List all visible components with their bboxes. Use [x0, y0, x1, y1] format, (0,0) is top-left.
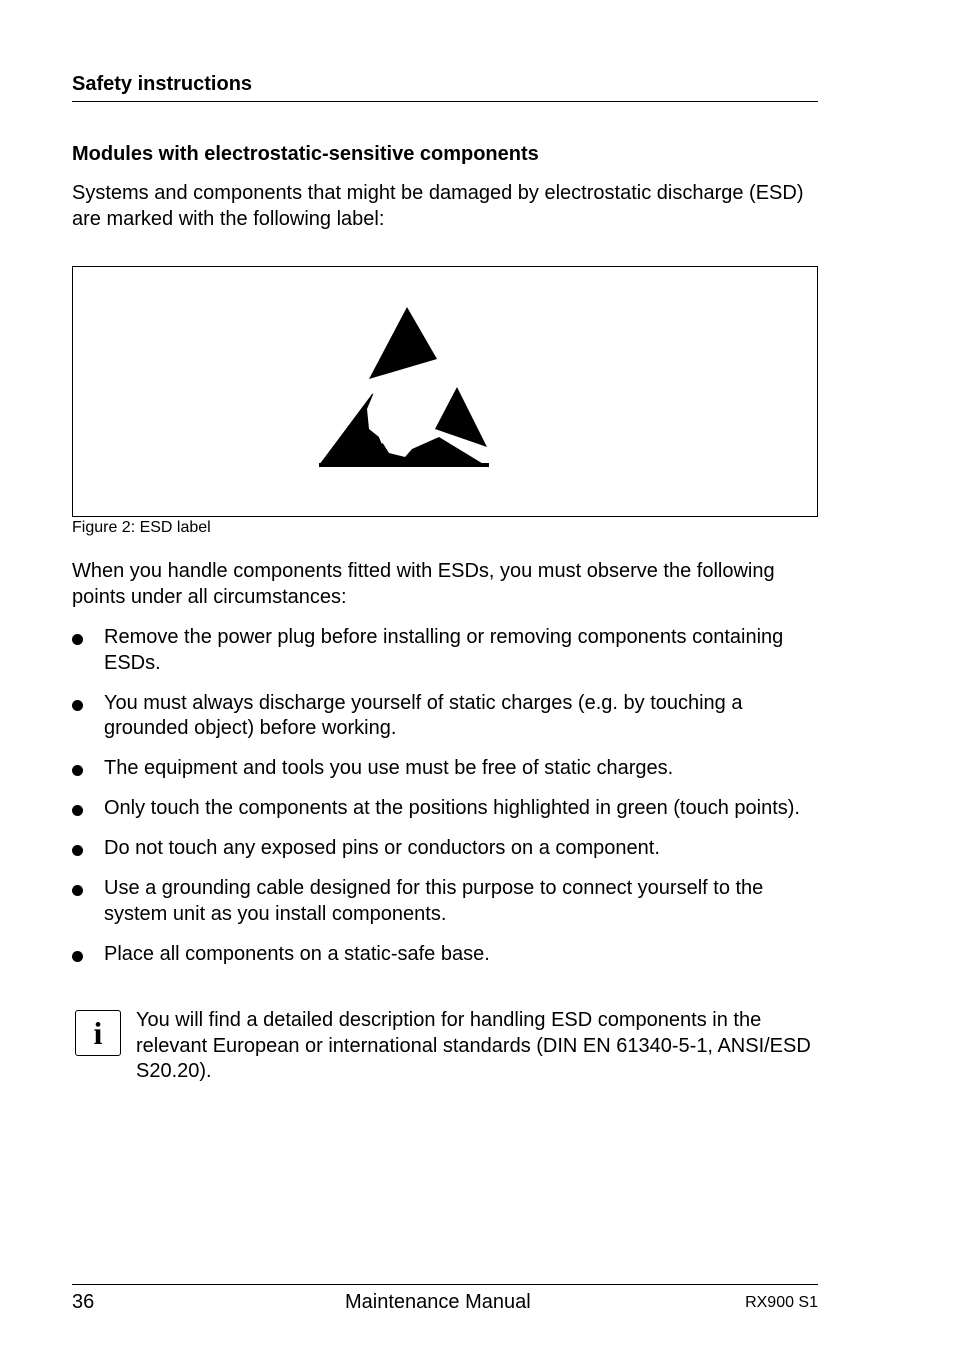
info-icon: i	[75, 1010, 121, 1056]
esd-warning-icon	[317, 307, 489, 467]
bullet-icon	[72, 765, 83, 776]
manual-page	[72, 0, 818, 1349]
bullet-icon	[72, 700, 83, 711]
running-header: Safety instructions	[72, 72, 818, 102]
document-title: Maintenance Manual	[345, 1291, 531, 1313]
section-heading: Modules with electrostatic-sensitive components	[72, 143, 539, 165]
list-item: Only touch the components at the positions highlighted in green (touch points).	[72, 796, 818, 822]
page-number: 36	[72, 1291, 95, 1313]
intro-paragraph: Systems and components that might be damaged by electrostatic discharge (ESD) are marked with the following label:	[72, 182, 804, 230]
bullet-icon	[72, 885, 83, 896]
lead-paragraph: When you handle components fitted with ESDs, you must observe the following points under all circumstances:	[72, 560, 775, 608]
esd-rules-list	[72, 625, 818, 982]
list-item: Remove the power plug before installing or removing components containing ESDs.	[72, 625, 818, 676]
list-item: Do not touch any exposed pins or conductors on a component.	[72, 836, 818, 862]
list-item: Use a grounding cable designed for this purpose to connect yourself to the system unit as you install components.	[72, 876, 818, 927]
bullet-icon	[72, 805, 83, 816]
bullet-icon	[72, 951, 83, 962]
bullet-icon	[72, 634, 83, 645]
list-item: You must always discharge yourself of static charges (e.g. by touching a grounded object) before working.	[72, 691, 818, 742]
info-text: You will find a detailed description for handling ESD components in the relevant European or international standards (DIN EN 61340-5-1, ANSI/ESD S20.20).	[136, 1009, 811, 1082]
list-item: The equipment and tools you use must be free of static charges.	[72, 756, 818, 782]
figure-caption: Figure 2: ESD label	[72, 519, 211, 536]
page-footer	[72, 1284, 818, 1325]
product-name: RX900 S1	[745, 1294, 818, 1311]
list-item: Place all components on a static-safe base.	[72, 942, 818, 968]
bullet-icon	[72, 845, 83, 856]
figure-esd-label	[72, 266, 818, 517]
